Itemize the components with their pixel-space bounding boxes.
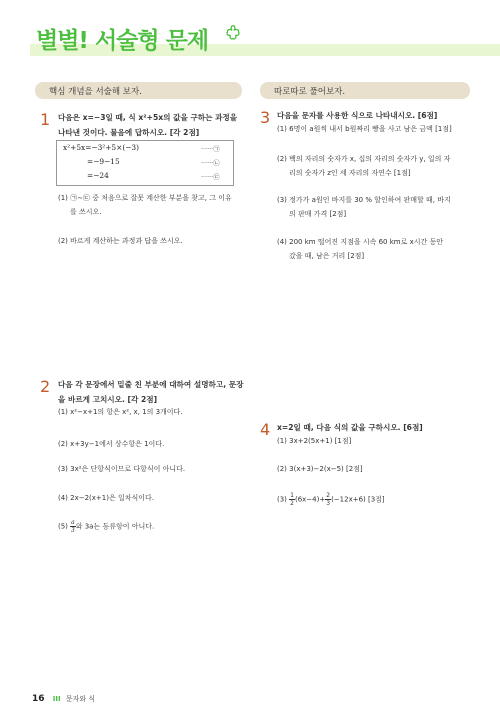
q2-sub5-fraction: $\frac{a}{3}$	[71, 519, 75, 534]
q4-sub2: (2) 3(x+3)−2(x−5) [2점]	[277, 465, 363, 473]
q4-sub3-fraction1: $\frac{1}{2}$	[290, 492, 294, 507]
q1-mark2: ㉡	[213, 159, 220, 167]
q3-number: 3	[260, 108, 271, 127]
flower-icon	[224, 24, 242, 42]
q1-text	[58, 110, 248, 140]
q3-sub2-line2: 리의 숫자가 z인 세 자리의 자연수 [1점]	[289, 169, 411, 177]
q1-sub1-line1: (1) ㉠∼㉢ 중 처음으로 잘못 계산한 부분을 찾고, 그 이유	[58, 194, 232, 202]
q3-sub4-line2: 갔을 때, 남은 거리 [2점]	[289, 252, 365, 260]
q4-sub1: (1) 3x+2(5x+1) [1점]	[277, 437, 352, 445]
q3-text: 다음을 문자를 사용한 식으로 나타내시오. [6점]	[277, 111, 438, 120]
q2-text	[58, 377, 253, 407]
q1-equation-box	[56, 140, 234, 186]
title-sub: 서술형 문제	[94, 28, 209, 54]
page-title	[36, 22, 208, 55]
q1-text-line1: 다음은 x=−3일 때, 식 x²+5x의 값을 구하는 과정을	[58, 113, 238, 122]
q1-sub1-line2: 를 쓰시오.	[70, 208, 102, 216]
title-bar	[0, 0, 500, 70]
q3-sub2	[277, 152, 477, 180]
q3-sub1: (1) 6명이 a원씩 내서 b원짜리 빵을 사고 남은 금액 [1점]	[277, 125, 452, 133]
page-footer	[32, 694, 95, 704]
q3-sub3-line1: (3) 정가가 a원인 바지를 30 % 할인하여 판매할 때, 바지	[277, 196, 451, 204]
q3-sub3	[277, 193, 477, 221]
page-number: 16	[32, 694, 45, 704]
q2-text-line1: 다음 각 문장에서 밑줄 친 부분에 대하여 설명하고, 문장	[58, 380, 244, 389]
q2-sub5: (5) $\frac{a}{3}$ 와 3a는 동류항이 아니다.	[58, 519, 155, 534]
q1-text-line2: 나타낸 것이다. 물음에 답하시오. [각 2점]	[58, 128, 200, 137]
left-section-header: 핵심 개념을 서술해 보자.	[35, 82, 242, 99]
q4-number: 4	[260, 420, 271, 439]
q1-eq1: x²+5x=−3²+5×(−3)	[63, 143, 139, 152]
q4-text: x=2일 때, 다음 식의 값을 구하시오. [6점]	[277, 423, 423, 432]
q1-sub2: (2) 바르게 계산하는 과정과 답을 쓰시오.	[58, 237, 183, 245]
q1-eq2: =−9−15	[87, 157, 120, 166]
q1-mark1: ㉠	[213, 145, 220, 153]
q4-sub3-fraction2: $\frac{2}{3}$	[326, 492, 331, 507]
q1-marker1: ······㉠	[201, 145, 220, 153]
q3-sub2-line1: (2) 백의 자리의 숫자가 x, 십의 자리의 숫자가 y, 일의 자	[277, 155, 451, 163]
q1-mark3: ㉢	[213, 173, 220, 181]
q3-sub4-line1: (4) 200 km 떨어진 지점을 시속 60 km로 x시간 동안	[277, 238, 444, 246]
q1-sub1	[58, 191, 248, 219]
chapter-title: 문자와 식	[65, 695, 96, 703]
q1-eq3: =−24	[87, 171, 109, 180]
q4-sub3: (3) $\frac{1}{2}$ (6x−4)+ $\frac{2}{3}$ (−12x+6) [3점]	[277, 492, 385, 507]
q2-sub2: (2) x+3y−1에서 상수항은 1이다.	[58, 440, 165, 448]
q2-number: 2	[40, 377, 51, 396]
q3-sub3-line2: 의 판매 가격 [2점]	[289, 210, 347, 218]
q2-sub3: (3) 3x²은 단항식이므로 다항식이 아니다.	[58, 465, 186, 473]
title-main: 별별!	[36, 28, 88, 54]
q1-marker2: ······㉡	[201, 159, 220, 167]
q1-marker3: ······㉢	[201, 173, 220, 181]
chapter-roman: III	[52, 695, 61, 703]
q1-number: 1	[40, 110, 51, 129]
q2-text-line2: 을 바르게 고치시오. [각 2점]	[58, 395, 158, 404]
q2-sub4: (4) 2x−2(x+1)은 일차식이다.	[58, 494, 155, 502]
q2-sub1: (1) x²−x+1의 항은 x², x, 1의 3개이다.	[58, 408, 183, 416]
q3-sub4	[277, 235, 477, 263]
right-section-header: 따로따로 풀어보자.	[260, 82, 470, 99]
